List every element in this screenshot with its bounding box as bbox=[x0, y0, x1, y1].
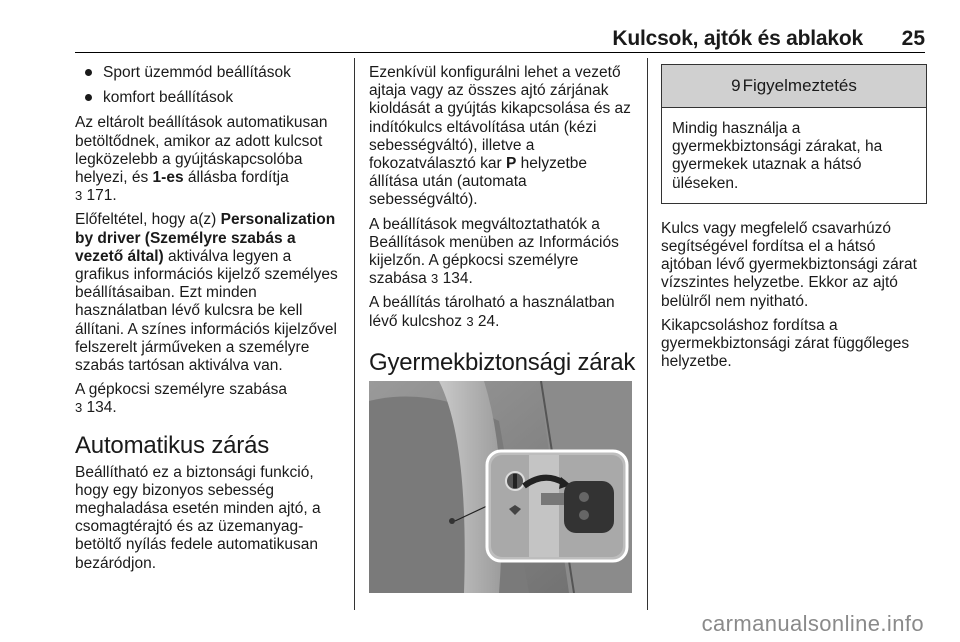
paragraph: Előfeltétel, hogy a(z) Personalization by driver (Személyre szabás a vezető által) aktiválva legyen a grafikus információs kijelző személyes beállításaiban. Ezt minden használatban lévő kulcsra be kell állítani. A színes információs kijelzővel felszerelt járműveken a személyre szabás tartósan aktiválva van. bbox=[75, 211, 338, 375]
bullet-icon bbox=[85, 94, 92, 101]
settings-list bbox=[75, 64, 341, 107]
page-number: 25 bbox=[901, 27, 925, 50]
door-lock-drawing bbox=[369, 381, 632, 593]
paragraph: Beállítható ez a biztonsági funkció, hogy egy bizonyos sebesség meghaladása esetén minden ajtó, a csomagtérajtó és az üzemanyag-betöltő nyílás fedele automatikusan bezáródjon. bbox=[75, 463, 321, 572]
warning-title: Figyelmeztetés bbox=[742, 75, 857, 95]
warning-body: Mindig használja a gyermekbiztonsági zárakat, ha gyermekek utaznak a hátsó üléseken. bbox=[672, 120, 883, 192]
paragraph: A beállítás tárolható a használatban lévő kulcshoz 3 24. bbox=[369, 294, 615, 330]
page-reference[interactable]: 134. bbox=[86, 399, 117, 417]
list-item: Sport üzemmód beállítások bbox=[75, 64, 341, 82]
page-header bbox=[75, 26, 925, 53]
paragraph: Az eltárolt beállítások automatikusan betöltődnek, amikor az adott kulcsot legközelebb a gyújtáskapcsolóba helyezi, és 1-es állásba fordítja 3 171. bbox=[75, 114, 328, 205]
column-2 bbox=[369, 64, 637, 593]
chapter-title: Kulcsok, ajtók és ablakok bbox=[612, 27, 863, 50]
child-lock-illustration bbox=[369, 381, 632, 593]
reference-arrow-icon: 3 bbox=[466, 313, 474, 329]
reference-arrow-icon: 3 bbox=[75, 188, 83, 204]
column-1 bbox=[75, 64, 341, 579]
column-divider bbox=[647, 58, 648, 610]
page-reference[interactable]: 171. bbox=[86, 187, 117, 205]
paragraph: Kikapcsoláshoz fordítsa a gyermekbiztonsági zárat függőleges helyzetbe. bbox=[661, 316, 910, 371]
section-heading: Gyermekbiztonsági zárak bbox=[369, 348, 636, 376]
reference-arrow-icon: 3 bbox=[431, 271, 439, 287]
warning-box bbox=[661, 64, 927, 204]
list-item: komfort beállítások bbox=[75, 89, 341, 107]
warning-header bbox=[662, 65, 926, 108]
bullet-icon bbox=[85, 69, 92, 76]
paragraph: Kulcs vagy megfelelő csavarhúzó segítségével fordítsa el a hátsó ajtóban lévő gyermekbiztonsági zárat vízszintes helyzetbe. Ekkor az ajtó belülről nem nyitható. bbox=[661, 219, 917, 310]
warning-icon: 9 bbox=[731, 75, 741, 95]
section-heading: Automatikus zárás bbox=[75, 431, 270, 459]
paragraph: A beállítások megváltoztathatók a Beállítások menüben az Információs kijelzőn. A gépkocsi személyre szabása 3 134. bbox=[369, 215, 619, 288]
column-divider bbox=[354, 58, 355, 610]
page-reference[interactable]: 134. bbox=[442, 270, 473, 288]
page-reference[interactable]: 24. bbox=[477, 312, 500, 330]
watermark: carmanualsonline.info bbox=[701, 611, 924, 636]
column-3 bbox=[661, 64, 927, 377]
paragraph: Ezenkívül konfigurálni lehet a vezető ajtaja vagy az összes ajtó zárjának kioldását a gyújtás kikapcsolása és az indítókulcs eltávolítása után (kézi sebességváltó), illetve a fokozatválasztó kar P helyzetbe állítása után (automata sebességváltó). bbox=[369, 64, 631, 209]
paragraph: A gépkocsi személyre szabása 3 134. bbox=[75, 381, 287, 417]
reference-arrow-icon: 3 bbox=[75, 400, 83, 416]
